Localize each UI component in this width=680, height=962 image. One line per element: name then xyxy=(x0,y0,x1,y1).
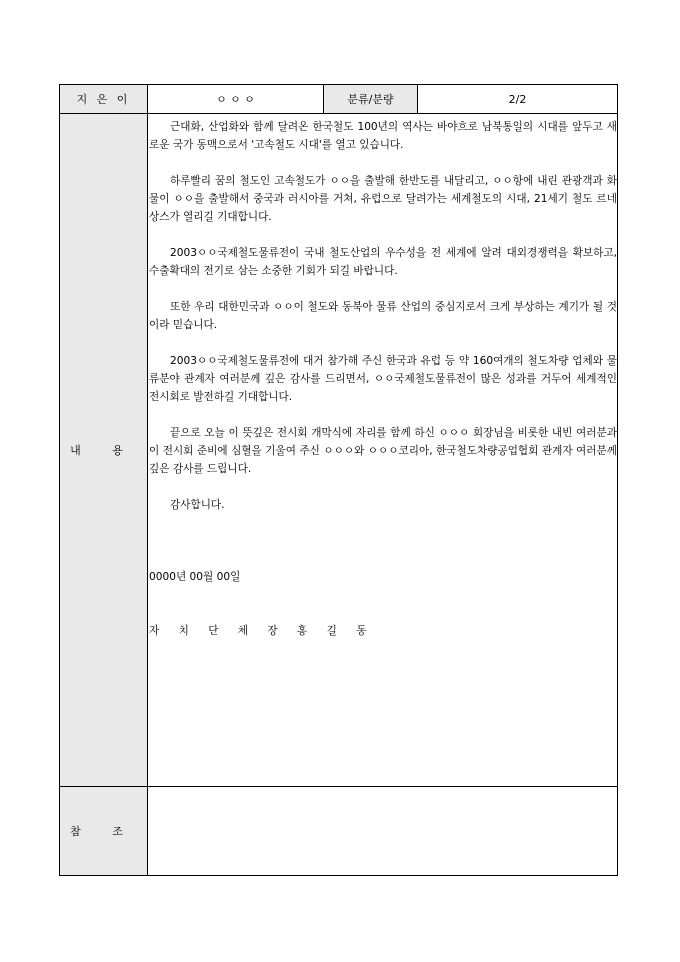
paragraph-4: 또한 우리 대한민국과 ㅇㅇ이 철도와 동북아 물류 산업의 중심지로서 크게 부상하는 계기가 될 것이라 믿습니다. xyxy=(149,301,617,331)
category-value: 2/2 xyxy=(418,85,618,114)
reference-value xyxy=(148,787,618,876)
paragraph-2: 하루빨리 꿈의 철도인 고속철도가 ㅇㅇ을 출발해 한반도를 내달리고, ㅇㅇ항에 내린 관광객과 화물이 ㅇㅇ을 출발해서 중국과 러시아를 거쳐, 유럽으로 달려가는 세계철도의 시대, 21세기 철도 르네상스가 열리길 기대합니다. xyxy=(149,175,617,223)
content-row xyxy=(60,114,618,787)
paragraph-3: 2003ㅇㅇ국제철도물류전이 국내 철도산업의 우수성을 전 세계에 알려 대외경쟁력을 확보하고, 수출확대의 전기로 삼는 소중한 기회가 되길 바랍니다. xyxy=(149,247,617,277)
paragraph-5: 2003ㅇㅇ국제철도물류전에 대거 참가해 주신 한국과 유럽 등 약 160여개의 철도차량 업체와 물류분야 관계자 여러분께 깊은 감사를 드리면서, ㅇㅇ국제철도물류전이 많은 성과를 거두어 세계적인 전시회로 발전하길 기대합니다. xyxy=(149,355,617,403)
document-form-table xyxy=(59,84,618,876)
author-label: 지 은 이 xyxy=(60,85,148,114)
closing-text: 감사합니다. xyxy=(170,499,225,511)
paragraph-1: 근대화, 산업화와 함께 달려온 한국철도 100년의 역사는 바야흐로 남북통일의 시대를 앞두고 새로운 국가 동맥으로서 '고속철도 시대'를 열고 있습니다. xyxy=(149,121,617,151)
reference-label: 참 조 xyxy=(60,787,148,876)
author-value: ㅇ ㅇ ㅇ xyxy=(148,85,324,114)
signer-name: 자 치 단 체 장 홍 길 동 xyxy=(149,625,375,637)
header-row xyxy=(60,85,618,114)
paragraph-6: 끝으로 오늘 이 뜻깊은 전시회 개막식에 자리를 함께 하신 ㅇㅇㅇ 회장님을 비롯한 내빈 여러분과 이 전시회 준비에 심혈을 기울여 주신 ㅇㅇㅇ와 ㅇㅇㅇ코리아, 한국철도차량공업협회 관계자 여러분께 깊은 감사를 드립니다. xyxy=(149,427,617,475)
reference-row xyxy=(60,787,618,876)
content-body xyxy=(148,114,618,787)
content-label: 내 용 xyxy=(60,114,148,787)
date-text: 0000년 00월 00일 xyxy=(149,571,241,583)
category-label: 분류/분량 xyxy=(324,85,418,114)
